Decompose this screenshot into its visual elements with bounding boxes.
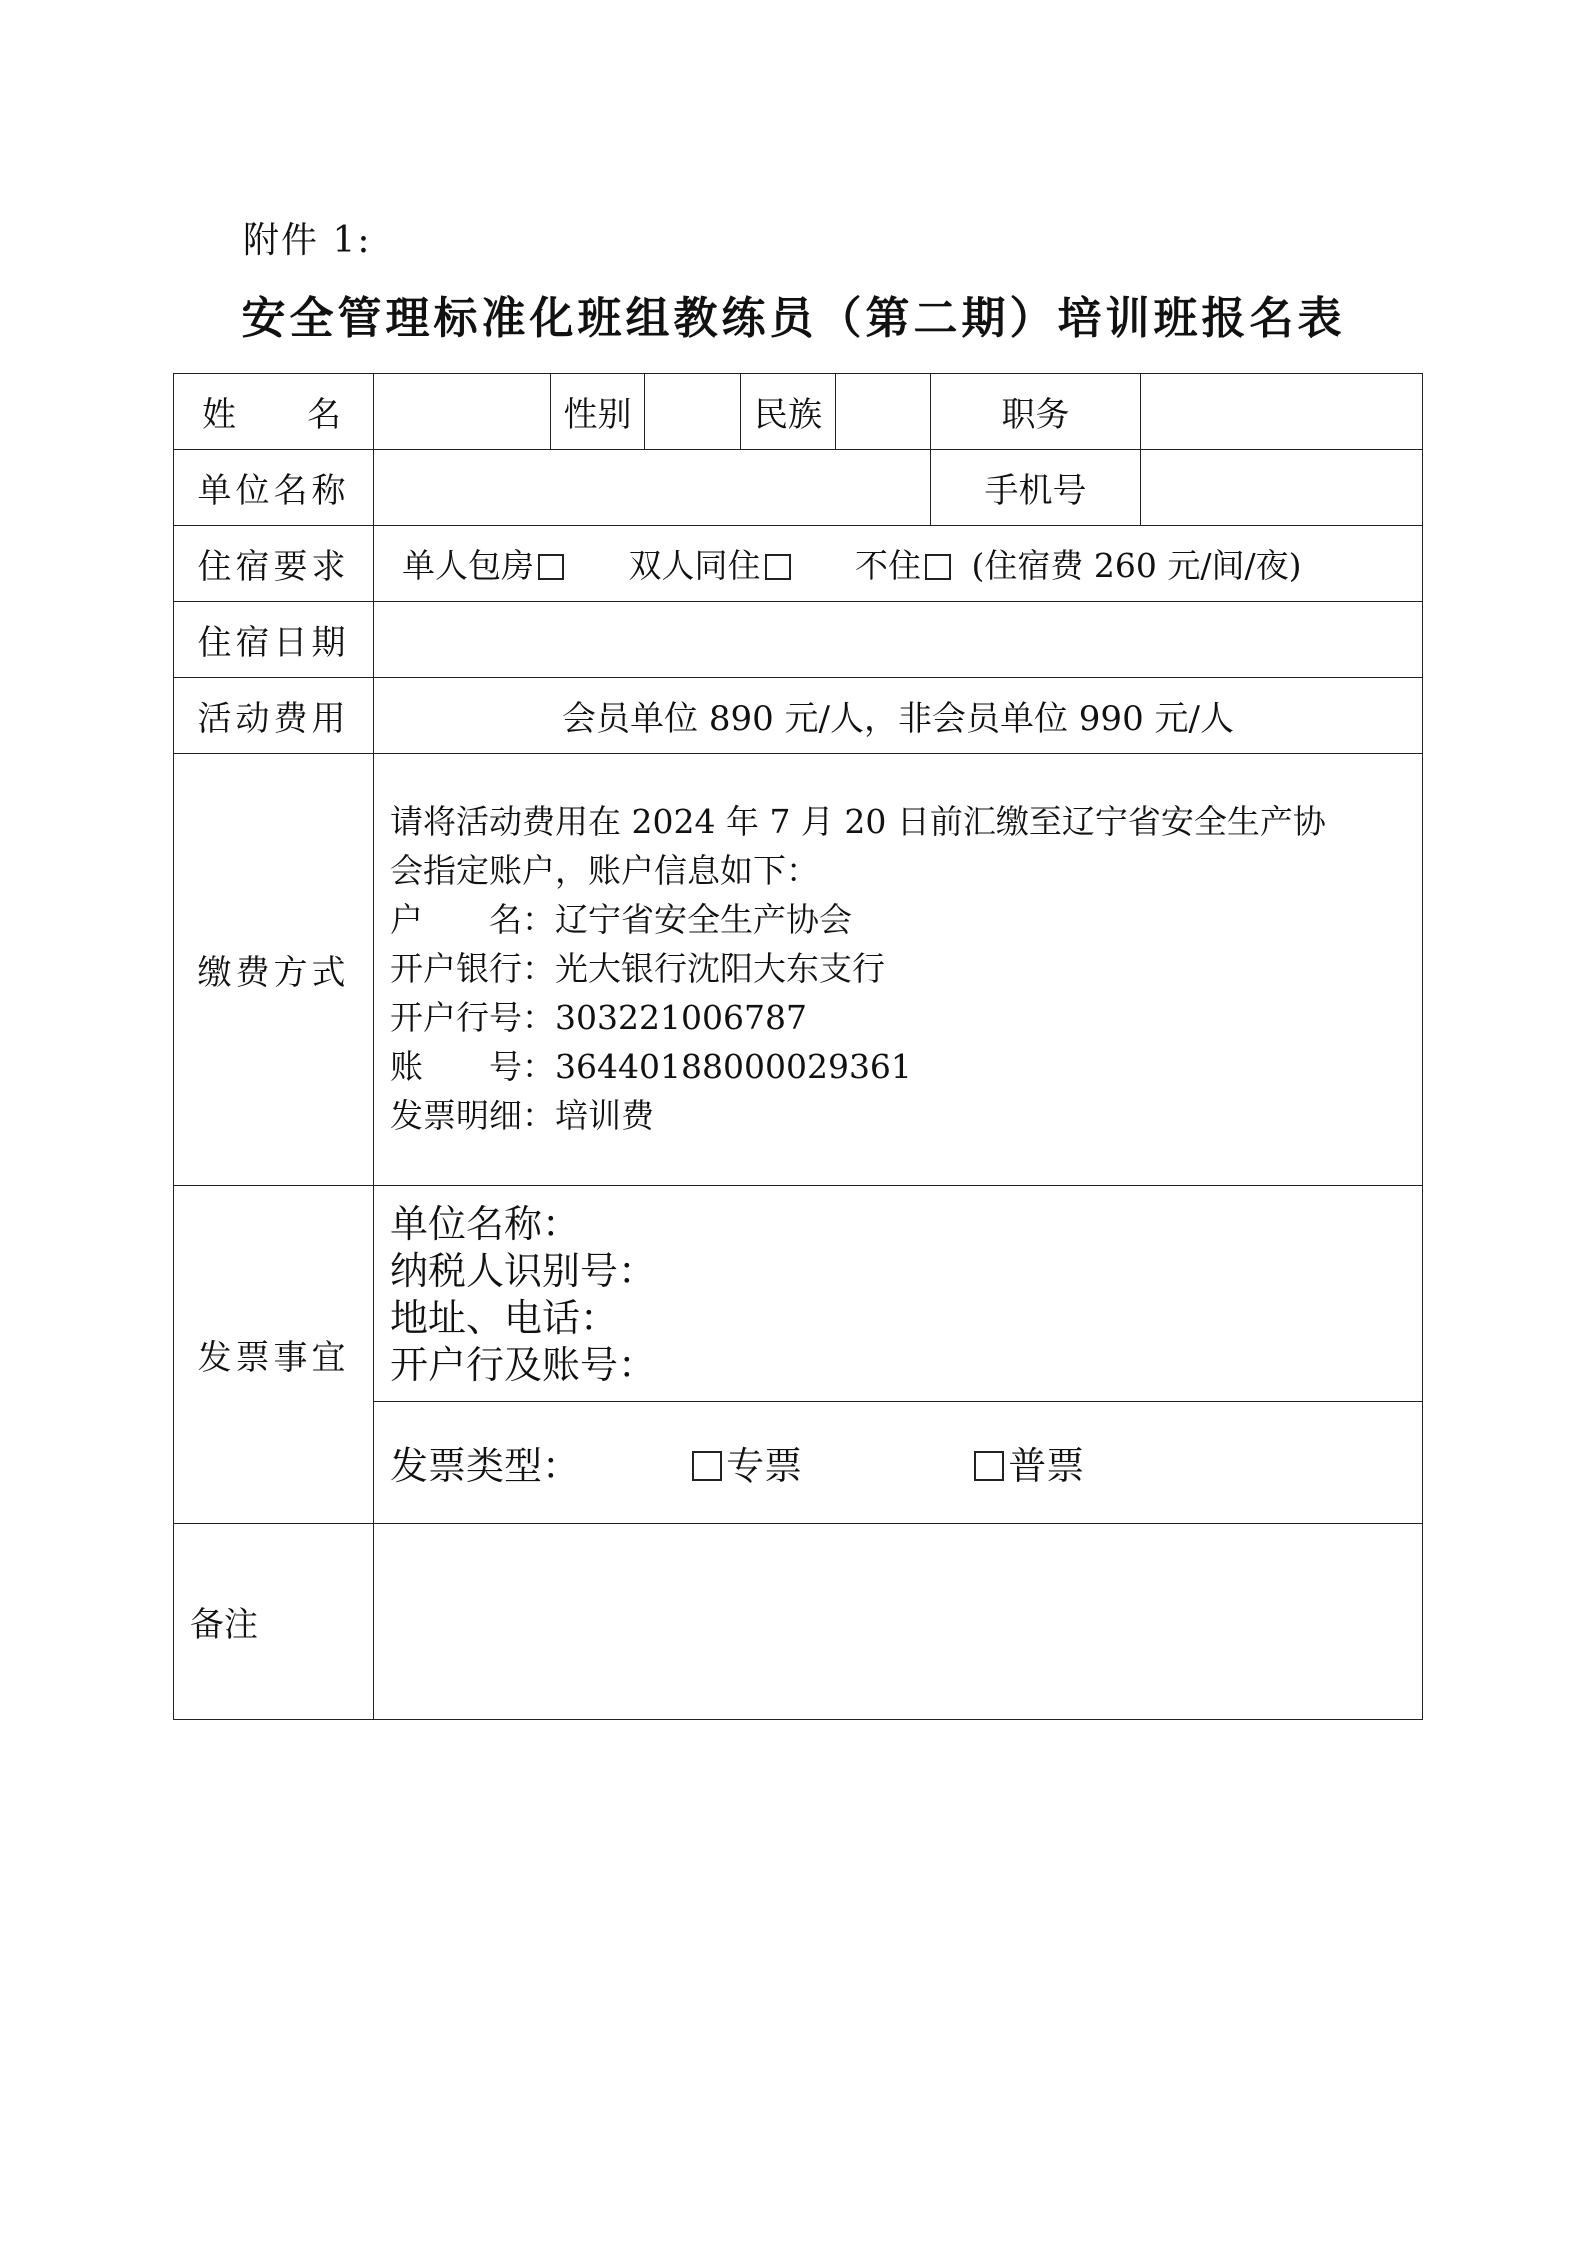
row-lodging-date <box>174 602 1423 678</box>
ethnicity-label: 民族 <box>741 374 836 450</box>
lodging-double-label: 双人同住 <box>628 546 761 585</box>
checkbox-ordinary[interactable] <box>974 1451 1004 1481</box>
registration-form <box>173 373 1423 1720</box>
position-field[interactable] <box>1141 374 1423 450</box>
payment-bank-code: 开户行号：303221006787 <box>390 998 807 1037</box>
name-label: 姓 名 <box>174 374 374 450</box>
attachment-label: 附件 1: <box>243 220 372 261</box>
payment-info <box>374 754 1423 1186</box>
page-title: 安全管理标准化班组教练员（第二期）培训班报名表 <box>241 293 1346 344</box>
row-fee <box>174 678 1423 754</box>
fee-label: 活动费用 <box>174 678 374 754</box>
row-company <box>174 450 1423 526</box>
lodging-option-none[interactable] <box>855 546 951 585</box>
invoice-special-label: 专票 <box>726 1444 803 1488</box>
name-field[interactable] <box>374 374 551 450</box>
ethnicity-field[interactable] <box>836 374 931 450</box>
invoice-type-ordinary[interactable] <box>974 1444 1084 1488</box>
lodging-fee-note: (住宿费 260 元/间/夜) <box>971 546 1302 585</box>
remarks-label: 备注 <box>174 1524 374 1720</box>
lodging-date-field[interactable] <box>374 602 1423 678</box>
invoice-company-name[interactable]: 单位名称： <box>390 1201 581 1246</box>
invoice-taxpayer-id[interactable]: 纳税人识别号： <box>390 1248 657 1293</box>
invoice-label: 发票事宜 <box>174 1186 374 1524</box>
lodging-option-double[interactable] <box>629 546 791 585</box>
lodging-options <box>374 526 1423 602</box>
invoice-bank-account[interactable]: 开户行及账号： <box>390 1342 657 1387</box>
payment-account-name: 户 名：辽宁省安全生产协会 <box>390 900 852 939</box>
phone-label: 手机号 <box>931 450 1141 526</box>
payment-account-number: 账 号：36440188000029361 <box>390 1047 912 1086</box>
invoice-info <box>374 1186 1423 1402</box>
payment-line: 请将活动费用在 2024 年 7 月 20 日前汇缴至辽宁省安全生产协 <box>390 802 1326 841</box>
phone-field[interactable] <box>1141 450 1423 526</box>
row-lodging <box>174 526 1423 602</box>
lodging-single-label: 单人包房 <box>402 546 534 585</box>
checkbox-double[interactable] <box>765 554 791 580</box>
row-invoice-info <box>174 1186 1423 1402</box>
invoice-type-special[interactable] <box>692 1444 802 1488</box>
company-field[interactable] <box>374 450 931 526</box>
invoice-type-label: 发票类型： <box>390 1444 581 1488</box>
checkbox-none[interactable] <box>925 554 951 580</box>
invoice-type <box>374 1402 1423 1524</box>
row-personal <box>174 374 1423 450</box>
invoice-address-phone[interactable]: 地址、电话： <box>390 1295 619 1340</box>
payment-bank: 开户银行：光大银行沈阳大东支行 <box>390 949 885 988</box>
fee-value: 会员单位 890 元/人，非会员单位 990 元/人 <box>374 678 1423 754</box>
company-label: 单位名称 <box>174 450 374 526</box>
lodging-option-single[interactable] <box>402 546 564 585</box>
payment-invoice-detail: 发票明细：培训费 <box>390 1096 654 1135</box>
payment-label: 缴费方式 <box>174 754 374 1186</box>
lodging-none-label: 不住 <box>855 546 921 585</box>
checkbox-single[interactable] <box>538 554 564 580</box>
remarks-field[interactable] <box>374 1524 1423 1720</box>
gender-label: 性别 <box>551 374 645 450</box>
lodging-label: 住宿要求 <box>174 526 374 602</box>
row-payment <box>174 754 1423 1186</box>
checkbox-special[interactable] <box>692 1451 722 1481</box>
row-remarks <box>174 1524 1423 1720</box>
lodging-date-label: 住宿日期 <box>174 602 374 678</box>
gender-field[interactable] <box>645 374 741 450</box>
invoice-ordinary-label: 普票 <box>1008 1444 1085 1488</box>
position-label: 职务 <box>931 374 1141 450</box>
payment-line: 会指定账户，账户信息如下： <box>390 851 819 890</box>
